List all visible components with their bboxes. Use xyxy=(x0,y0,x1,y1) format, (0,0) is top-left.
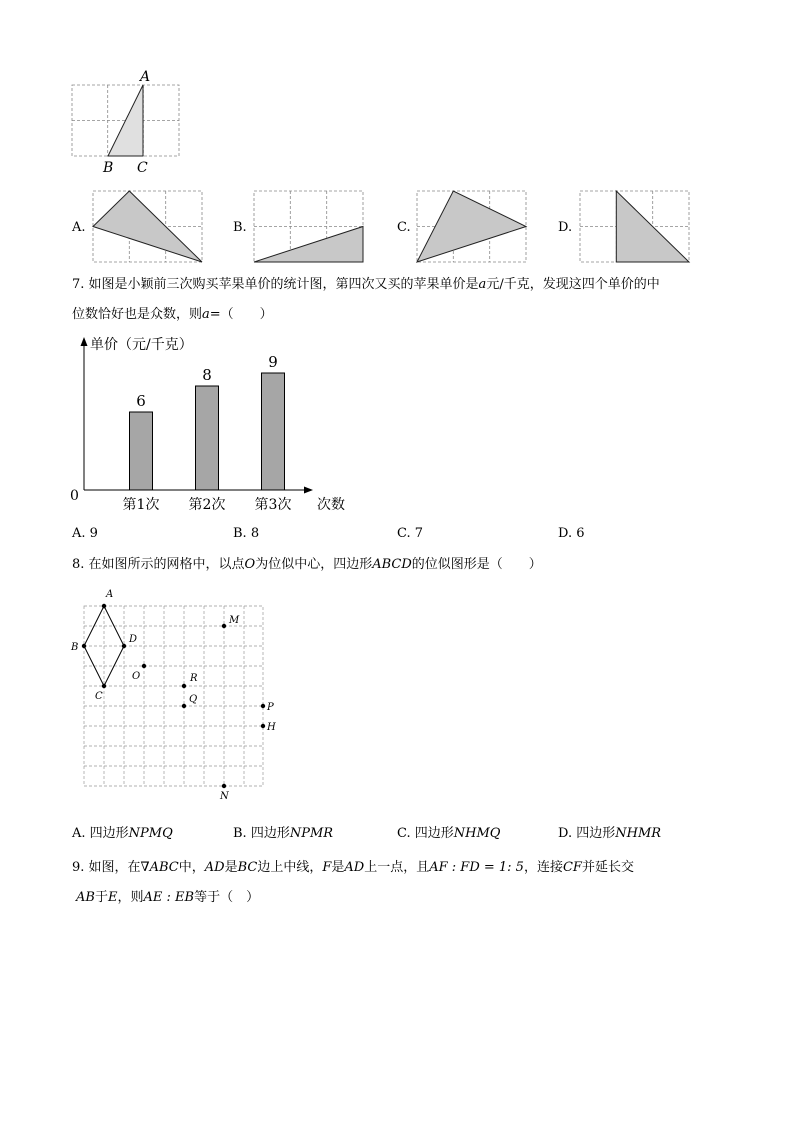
q9-var-f: F xyxy=(322,860,332,875)
q8-label-m: M xyxy=(229,615,240,626)
q9-question-line1 xyxy=(72,853,634,883)
chart-xlabel: 次数 xyxy=(317,497,345,513)
q9-text-6: 上一点，且 xyxy=(364,860,430,875)
q9-text-3: 是 xyxy=(224,860,238,875)
q7-option-c[interactable]: C. 7 xyxy=(397,526,424,541)
q9-text-1: 9. 如图，在 xyxy=(72,860,141,875)
point-o-dot xyxy=(142,664,146,668)
chart-value-label-3: 9 xyxy=(268,353,278,371)
q9-question-line2 xyxy=(76,883,259,913)
q8-option-a[interactable] xyxy=(72,822,173,841)
q8-option-b-var: NPMR xyxy=(289,826,334,841)
q9-text-10: ，则 xyxy=(117,890,144,905)
q7-text-1: 7. 如图是小颖前三次购买苹果单价的统计图，第四次又买的苹果单价是 xyxy=(72,277,479,292)
q7-option-d[interactable]: D. 6 xyxy=(558,526,585,541)
q8-option-d-prefix: D. 四边形 xyxy=(558,826,616,841)
q7-var-a: a xyxy=(478,277,487,292)
q8-option-c[interactable] xyxy=(397,822,500,841)
q8-text-mid: 为位似中心，四边形 xyxy=(255,557,373,572)
q9-text-5: 是 xyxy=(331,860,345,875)
q8-option-a-prefix: A. 四边形 xyxy=(72,826,129,841)
q9-var-triangle: ∇ABC xyxy=(140,860,179,875)
chart-ylabel: 单价（元/千克） xyxy=(90,337,193,353)
q8-option-c-var: NHMQ xyxy=(453,826,501,841)
q8-label-h: H xyxy=(267,722,276,733)
point-b-label: B xyxy=(103,160,114,176)
q6-option-b-letter[interactable]: B. xyxy=(233,220,247,235)
point-m-dot xyxy=(222,624,226,628)
point-c-dot xyxy=(102,684,106,688)
point-r-dot xyxy=(182,684,186,688)
q8-label-d: D xyxy=(129,634,138,645)
q8-label-b: B xyxy=(71,642,79,653)
q8-text-end: 的位似图形是（ ） xyxy=(411,557,542,572)
q8-label-q: Q xyxy=(189,694,198,705)
chart-category-label-2: 第2次 xyxy=(188,497,226,513)
q6-option-a-letter[interactable]: A. xyxy=(72,220,86,235)
q7-text-2: 位数恰好也是众数，则 xyxy=(72,307,203,322)
q7-text-1-end: 元/千克，发现这四个单价的中 xyxy=(486,277,660,292)
q7-option-b[interactable]: B. 8 xyxy=(233,526,260,541)
q8-option-b-prefix: B. 四边形 xyxy=(233,826,290,841)
q9-text-4: 边上中线， xyxy=(257,860,323,875)
point-a-label: A xyxy=(140,69,151,85)
q8-label-a: A xyxy=(106,589,114,600)
q9-var-ad-2: AD xyxy=(344,860,365,875)
q9-text-2: 中， xyxy=(178,860,205,875)
q9-var-ae-eb: AE : EB xyxy=(143,890,195,905)
q8-text-pre: 8. 在如图所示的网格中，以点 xyxy=(72,557,245,572)
point-a-dot xyxy=(102,604,106,608)
q9-var-ratio: AF : FD = 1: 5 xyxy=(429,860,524,875)
q7-text-2-end: =（ ） xyxy=(209,307,273,322)
q9-var-cf: CF xyxy=(562,860,582,875)
q9-text-7: ，连接 xyxy=(523,860,563,875)
chart-value-label-1: 6 xyxy=(136,392,146,410)
q6-option-c-letter[interactable]: C. xyxy=(397,220,411,235)
q8-label-o: O xyxy=(132,671,141,682)
q8-var-abcd: ABCD xyxy=(372,557,412,572)
q8-option-a-var: NPMQ xyxy=(128,826,173,841)
q9-var-e: E xyxy=(107,890,118,905)
point-n-dot xyxy=(222,784,226,788)
point-b-dot xyxy=(82,644,86,648)
chart-category-label-3: 第3次 xyxy=(254,497,292,513)
q8-option-d[interactable] xyxy=(558,822,661,841)
q8-label-p: P xyxy=(267,702,274,713)
q7-var-a-2: a xyxy=(202,307,210,322)
q9-text-8: 并延长交 xyxy=(581,860,634,875)
q9-var-ad: AD xyxy=(204,860,225,875)
chart-origin-label: 0 xyxy=(70,488,79,504)
q8-label-r: R xyxy=(190,673,198,684)
chart-category-label-1: 第1次 xyxy=(122,497,160,513)
point-q-dot xyxy=(182,704,186,708)
point-h-dot xyxy=(261,724,265,728)
chart-value-label-2: 8 xyxy=(202,366,212,384)
q8-option-d-var: NHMR xyxy=(615,826,662,841)
point-d-dot xyxy=(122,644,126,648)
q8-label-n: N xyxy=(220,791,229,802)
point-p-dot xyxy=(261,704,265,708)
q9-text-11: 等于（ ） xyxy=(194,890,260,905)
q9-text-9: 于 xyxy=(94,890,108,905)
q8-option-c-prefix: C. 四边形 xyxy=(397,826,454,841)
q6-option-d-letter[interactable]: D. xyxy=(558,220,573,235)
point-c-label: C xyxy=(137,160,148,176)
q8-var-o: O xyxy=(244,557,256,572)
q9-var-ab: AB xyxy=(76,890,95,905)
q8-label-c: C xyxy=(95,691,103,702)
q8-option-b[interactable] xyxy=(233,822,333,841)
q7-option-a[interactable]: A. 9 xyxy=(72,526,98,541)
q9-var-bc: BC xyxy=(237,860,258,875)
